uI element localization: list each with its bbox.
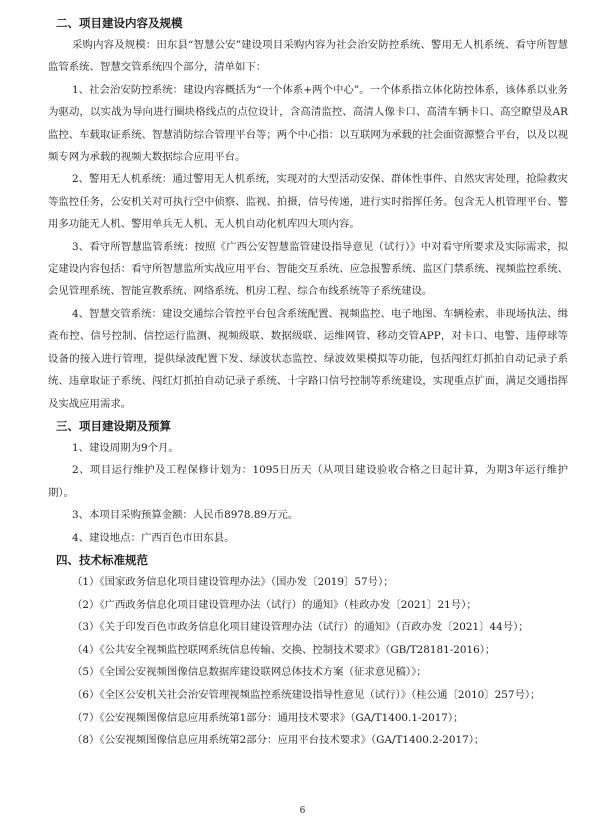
list-item: （7）《公安视频图像信息应用系统第1部分：通用技术要求》（GA/T1400.1-2017）； [72,711,464,724]
list-item: （4）《公共安全视频监控联网系统信息传输、交换、控制技术要求》（GB/T28181-2016）； [72,643,496,656]
list-item: （1）《国家政务信息化项目建设管理办法》（国办发〔2019〕57号）； [72,575,394,588]
list-item: （5）《全国公安视频图像信息数据库建设联网总体技术方案（征求意见稿）》； [72,666,427,679]
paragraph-detention-supervision-system: 3、看守所智慧监管系统：按照《广西公安智慧监管建设指导意见（试行）》中对看守所要求及实际需求，拟定建设内容包括：看守所智慧监所实战应用平台、智能交互系统、应急报警系统、监区门禁系统、视频监控系统、会见管理系统、智能宣教系统、网络系统、机房工程、综合布线系统等子系统建设。 [48,240,568,298]
paragraph-maintenance-plan: 2、项目运行维护及工程保修计划为：1095日历天（从项目建设验收合格之日起计算，为期3年运行维护期）。 [48,464,568,499]
list-item: （6）《全区公安机关社会治安管理视频监控系统建设指导性意见（试行）》（桂公通〔2010〕257号）； [72,688,541,701]
paragraph-procurement-intro: 采购内容及规模：田东县“智慧公安”建设项目采购内容为社会治安防控系统、警用无人机系统、看守所智慧监管系统、智慧交管系统四个部分，清单如下： [48,39,568,74]
paragraph-budget: 3、本项目采购预算金额：人民币8978.89万元。 [72,509,299,522]
page-number: 6 [299,806,306,816]
paragraph-public-security-system: 1、社会治安防控系统：建设内容概括为“一个体系+两个中心”。一个体系指立体化防控体系，该体系以业务为驱动，以实战为导向进行圈块格线点的点位设计，含高清监控、高清人像卡口、高清车辆卡口、高空瞭望及AR监控、车载取证系统、智慧消防综合管理平台等；两个中心指：以互联网为承载的社会面资源整合平台，以及以视频专网为承载的视频大数据综合应用平台。 [48,83,568,164]
paragraph-construction-period: 1、建设周期为9个月。 [72,441,179,454]
list-item: （2）《广西政务信息化项目建设管理办法（试行）的通知》（桂政办发〔2021〕21号）； [72,598,477,611]
section-heading-technical-standards: 四、技术标准规范 [56,552,148,567]
list-item: （8）《公安视频图像信息应用系统第2部分：应用平台技术要求》（GA/T1400.2-2017）； [72,734,485,747]
paragraph-police-drone-system: 2、警用无人机系统：通过警用无人机系统，实现对的大型活动安保、群体性事件、自然灾害处理，抢险救灾等监控任务，公安机关对可执行空中侦察、监视、拍摄，信号传递，进行实时指挥任务。包含无人机管理平台、警用多功能无人机、警用单兵无人机、无人机自动化机库四大项内容。 [48,173,568,231]
paragraph-location: 4、建设地点：广西百色市田东县。 [72,531,235,544]
section-heading-period-budget: 三、项目建设期及预算 [56,418,171,433]
paragraph-traffic-management-system: 4、智慧交管系统：建设交通综合管控平台包含系统配置、视频监控、电子地图、车辆检索、非现场执法、缉查布控、信号控制、信控运行监测、视频级联、数据级联、运维网管、移动交管APP，对卡口、电警、违停球等设备的接入进行管理，提供绿波配置下发、绿波状态监控、绿波效果模拟等功能，包括闯红灯抓拍自动记录子系统、违章取证子系统、闯红灯抓拍自动记录子系统、十字路口信号控制等系统建设，实现重点扩面，满足交通指挥及实战应用需求。 [48,307,568,410]
section-heading-construction-scope: 二、项目建设内容及规模 [56,16,183,30]
document-page [48,12,568,752]
standards-list [48,571,568,752]
list-item: （3）《关于印发百色市政务信息化项目建设管理办法（试行）的通知》（百政办发〔2021〕44号）； [72,621,529,634]
